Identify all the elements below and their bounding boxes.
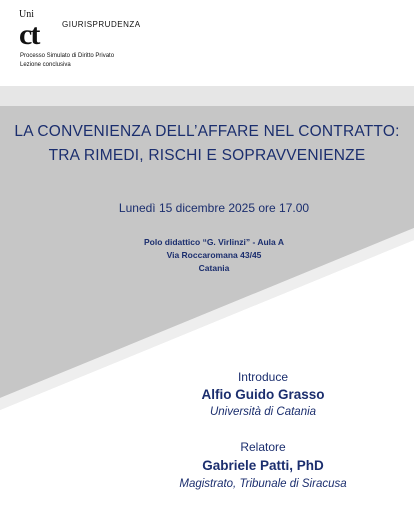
speaker-name: Gabriele Patti, PhD [202,458,324,473]
venue-city: Catania [198,263,230,273]
speaker-role: Relatore [240,440,286,454]
speaker-name: Alfio Guido Grasso [201,387,325,402]
event-date: Lunedì 15 dicembre 2025 ore 17.00 [118,201,310,215]
course-name: Processo Simulato di Diritto Privato [20,53,115,59]
event-title-line2: TRA RIMEDI, RISCHI E SOPRAVVENIENZE [48,147,366,164]
university-logo [19,10,47,50]
department-name: GIURISPRUDENZA [62,20,141,29]
speaker-affiliation: Università di Catania [209,406,317,418]
logo-uni-text: Uni [19,9,34,20]
venue-name: Polo didattico “G. Virlinzi” - Aula A [144,237,284,247]
venue-address: Via Roccaromana 43/45 [166,250,262,260]
lesson-type: Lezione conclusiva [20,62,71,68]
header [0,0,414,86]
logo-ct-text: ct [19,18,39,51]
speaker-role: Introduce [237,370,289,384]
speaker-affiliation: Magistrato, Tribunale di Siracusa [179,478,347,490]
event-title-line1: LA CONVENIENZA DELL’AFFARE NEL CONTRATTO: [14,123,400,140]
